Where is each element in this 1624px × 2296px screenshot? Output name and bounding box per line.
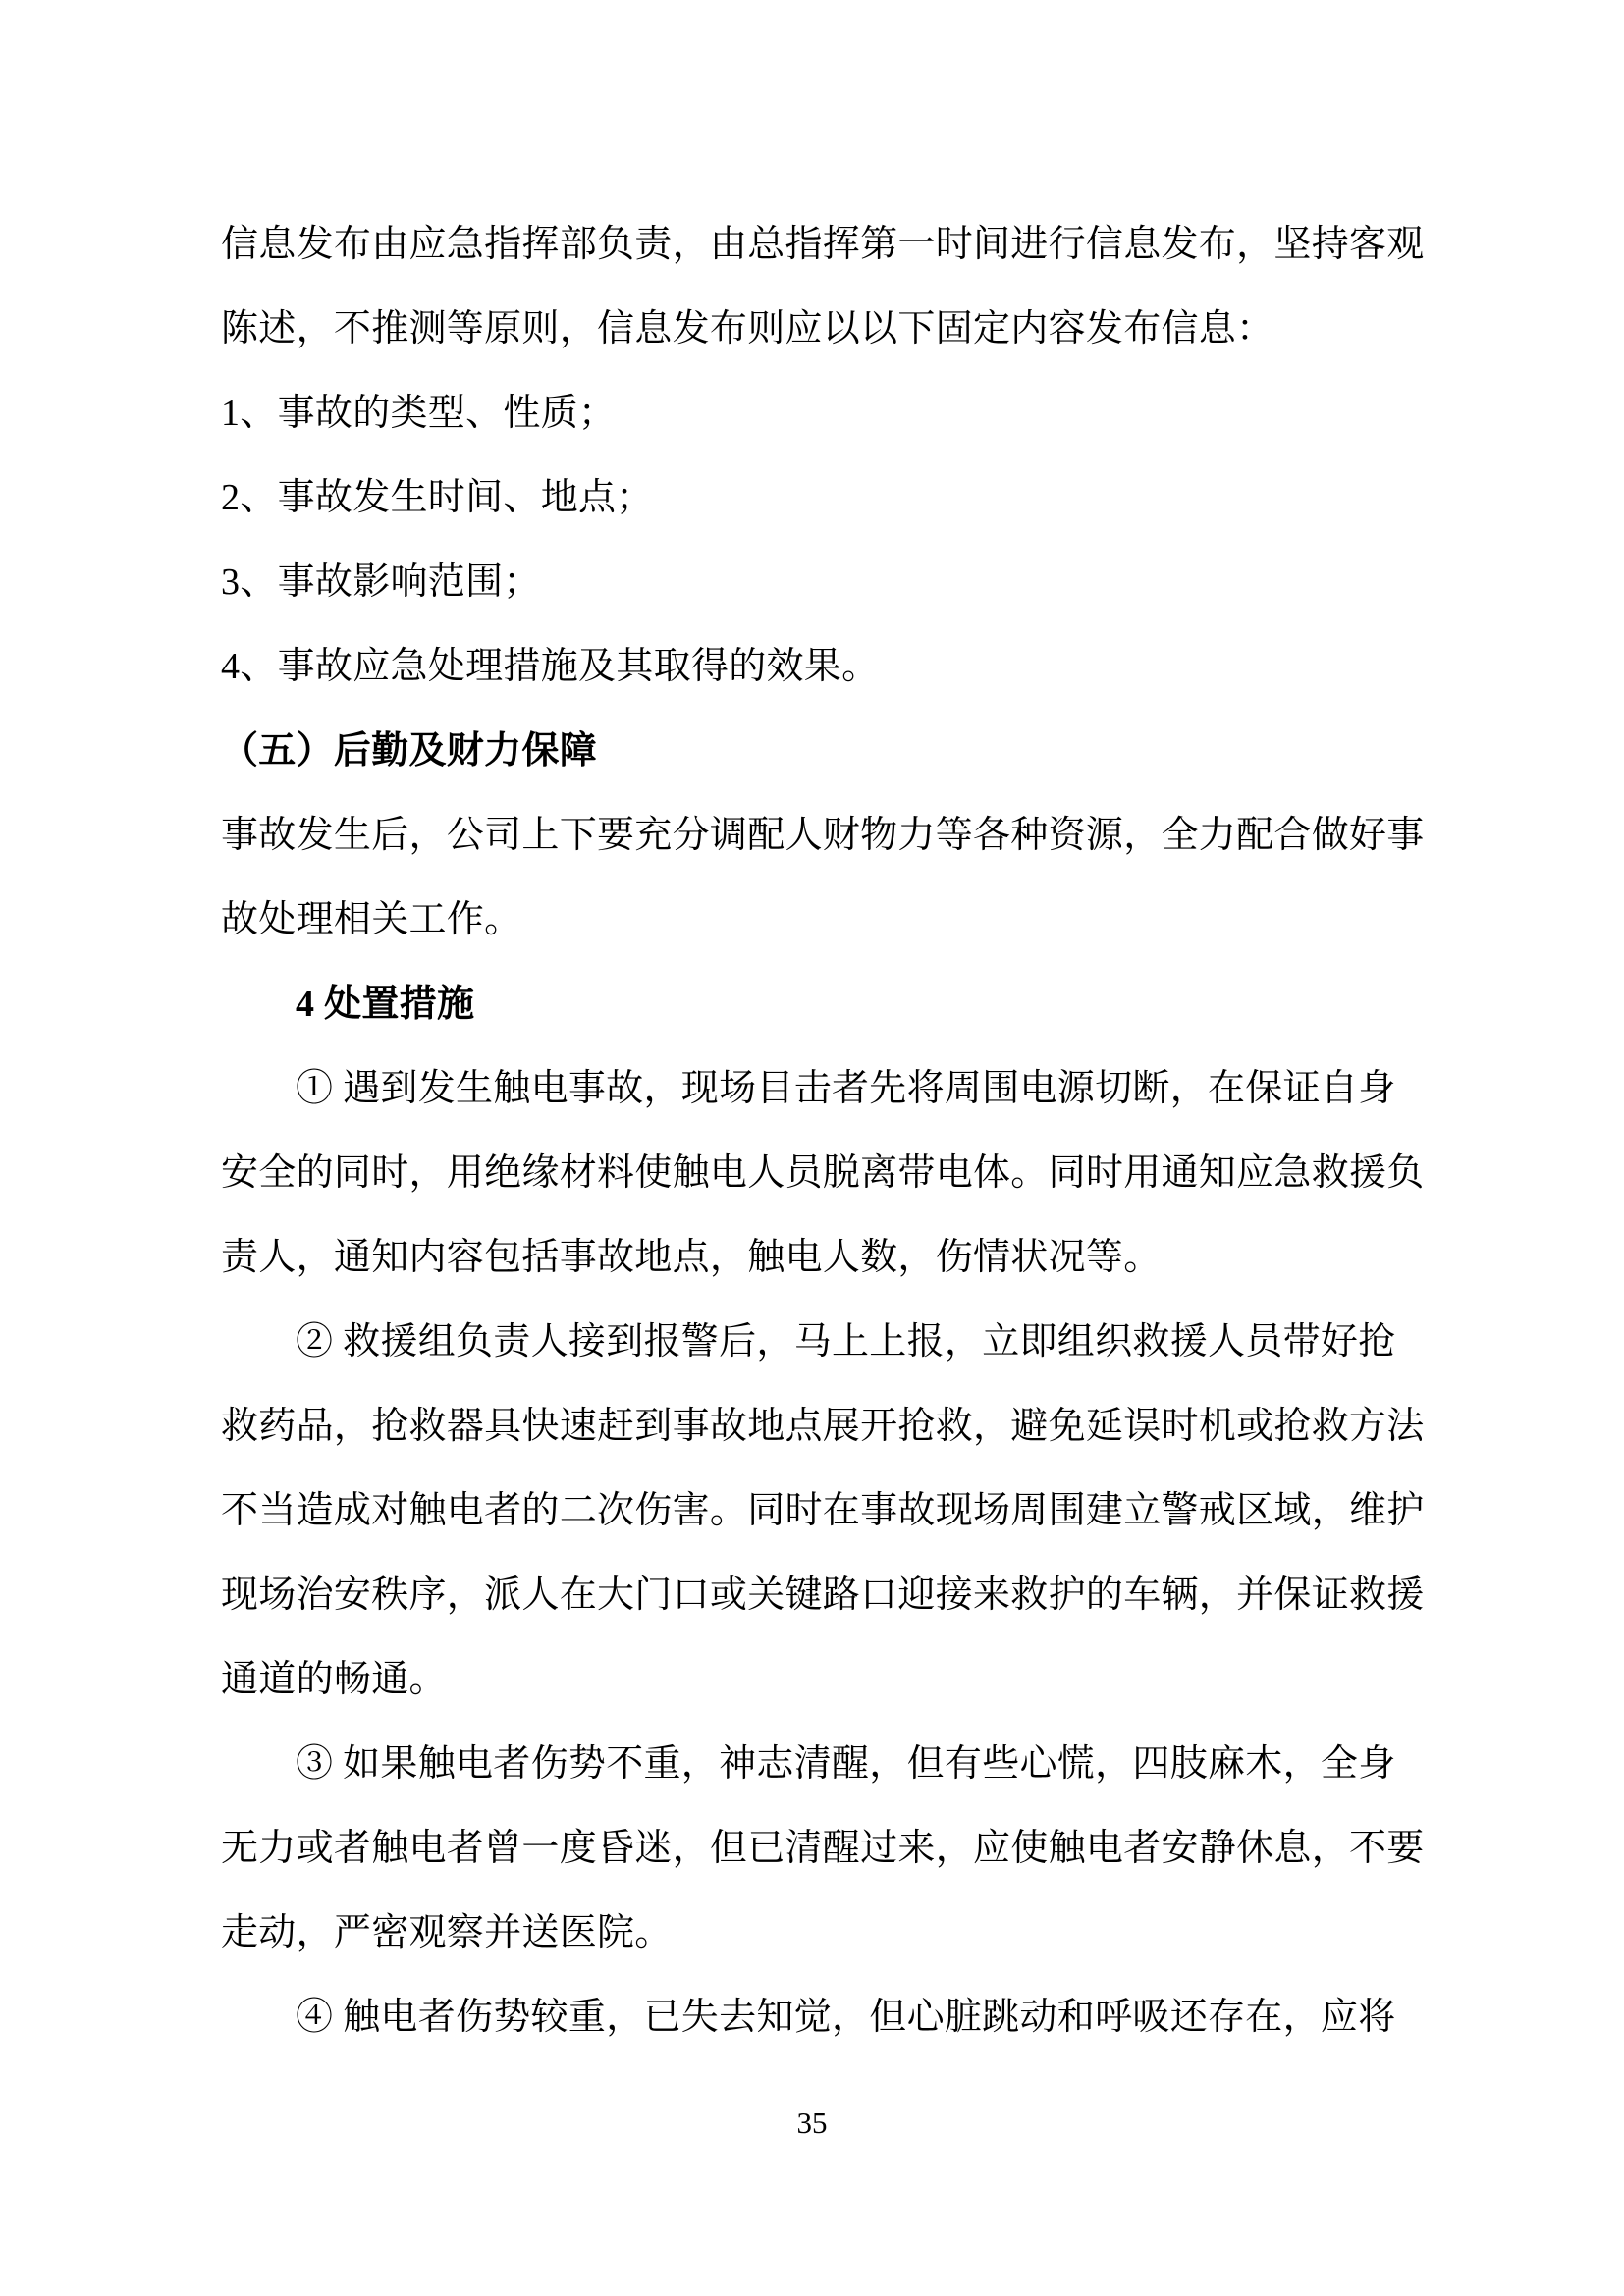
page-number: 35 <box>796 2106 828 2140</box>
text-line: ① 遇到发生触电事故，现场目击者先将周围电源切断，在保证自身 <box>296 1068 1396 1109</box>
paragraph-block <box>221 1975 1425 2059</box>
text-line: ③ 如果触电者伤势不重，神志清醒，但有些心慌，四肢麻木，全身 <box>296 1743 1396 1785</box>
text-line: 救药品，抢救器具快速赶到事故地点展开抢救，避免延误时机或抢救方法 <box>221 1406 1425 1447</box>
paragraph-block <box>221 455 1425 540</box>
paragraph-block <box>221 1722 1425 1975</box>
text-line: 1、事故的类型、性质； <box>221 393 617 434</box>
section-heading <box>221 709 1425 793</box>
text-line: 4、事故应急处理措施及其取得的效果。 <box>221 646 880 687</box>
text-line: 通道的畅通。 <box>221 1659 447 1700</box>
text-line: ④ 触电者伤势较重，已失去知觉，但心脏跳动和呼吸还存在，应将 <box>296 1997 1396 2038</box>
text-line: 不当造成对触电者的二次伤害。同时在事故现场周围建立警戒区域，维护 <box>221 1490 1425 1531</box>
paragraph-block <box>221 1046 1425 1300</box>
text-line: 4 处置措施 <box>296 984 475 1025</box>
text-line: 现场治安秩序，派人在大门口或关键路口迎接来救护的车辆，并保证救援 <box>221 1575 1425 1616</box>
text-line: ② 救援组负责人接到报警后，马上上报，立即组织救援人员带好抢 <box>296 1321 1396 1362</box>
document-body <box>221 202 1425 2059</box>
paragraph-block <box>221 793 1425 962</box>
text-line: （五）后勤及财力保障 <box>221 730 598 772</box>
text-line: 陈述，不推测等原则，信息发布则应以以下固定内容发布信息： <box>221 308 1274 349</box>
paragraph-block <box>221 1300 1425 1722</box>
paragraph-block <box>221 202 1425 371</box>
paragraph-block <box>221 371 1425 455</box>
text-line: 信息发布由应急指挥部负责，由总指挥第一时间进行信息发布，坚持客观 <box>221 224 1425 265</box>
text-line: 故处理相关工作。 <box>221 899 522 940</box>
text-line: 事故发生后，公司上下要充分调配人财物力等各种资源，全力配合做好事 <box>221 815 1425 856</box>
paragraph-block <box>221 540 1425 624</box>
text-line: 走动，严密观察并送医院。 <box>221 1912 673 1953</box>
text-line: 安全的同时，用绝缘材料使触电人员脱离带电体。同时用通知应急救援负 <box>221 1152 1425 1194</box>
text-line: 2、事故发生时间、地点； <box>221 477 654 518</box>
text-line: 无力或者触电者曾一度昏迷，但已清醒过来，应使触电者安静休息，不要 <box>221 1828 1425 1869</box>
text-line: 3、事故影响范围； <box>221 561 541 603</box>
paragraph-block <box>221 624 1425 709</box>
page-footer <box>0 2106 1624 2141</box>
section-heading <box>221 962 1425 1046</box>
text-line: 责人，通知内容包括事故地点，触电人数，伤情状况等。 <box>221 1237 1162 1278</box>
